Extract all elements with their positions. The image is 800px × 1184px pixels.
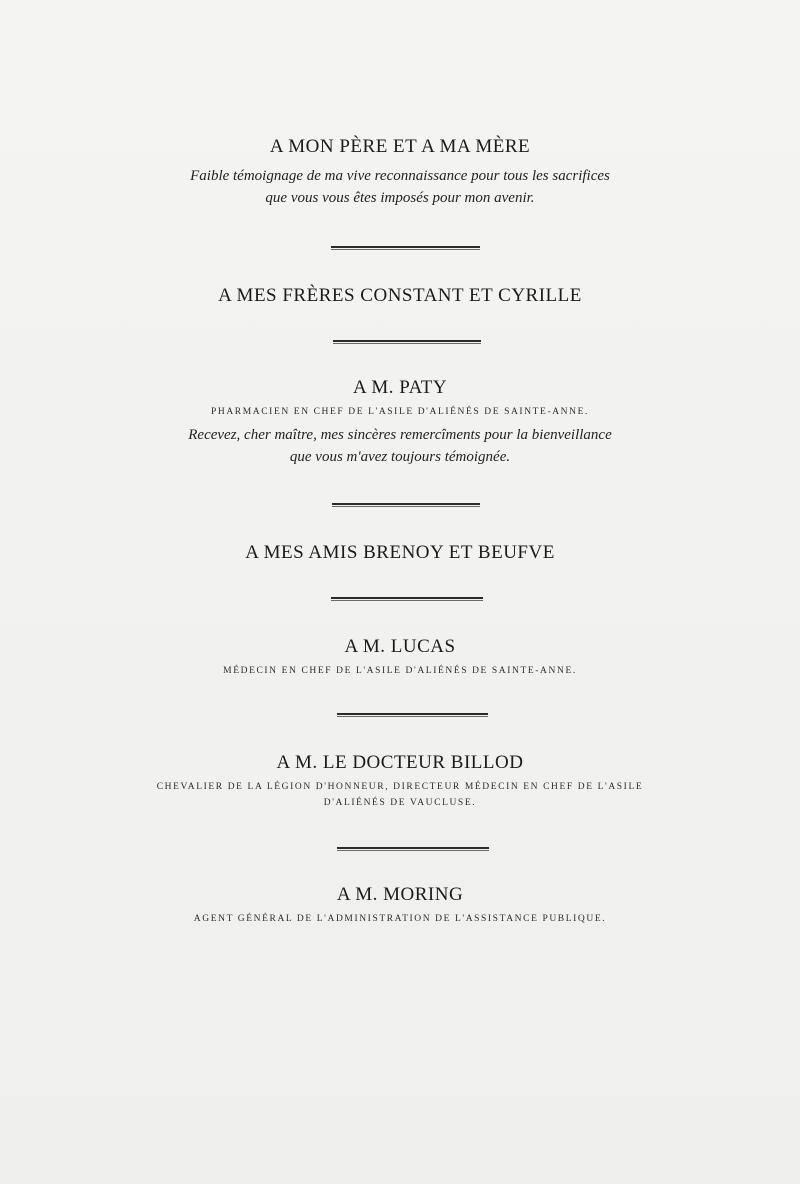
- separator-rule: [331, 246, 480, 248]
- dedication-subtitle: PHARMACIEN EN CHEF DE L'ASILE D'ALIÉNÉS DE SAINTE-ANNE.: [211, 407, 589, 417]
- dedication-text-line: Faible témoignage de ma vive reconnaissance pour tous les sacrifices: [190, 168, 610, 184]
- dedication-subtitle: AGENT GÉNÉRAL DE L'ADMINISTRATION DE L'ASSISTANCE PUBLIQUE.: [193, 914, 607, 924]
- separator-rule: [332, 503, 480, 505]
- dedication-heading: A M. MORING: [336, 884, 464, 905]
- dedication-heading: A M. LE DOCTEUR BILLOD: [276, 752, 524, 773]
- dedication-text-line: que vous m'avez toujours témoignée.: [289, 449, 511, 465]
- dedication-text-line: que vous vous êtes imposés pour mon avenir.: [265, 190, 535, 206]
- dedication-brothers: [0, 284, 800, 308]
- dedication-heading: A M. LUCAS: [344, 636, 456, 657]
- dedication-subtitle-line: D'ALIÉNÉS DE VAUCLUSE.: [323, 798, 477, 808]
- dedication-paty: [0, 376, 800, 468]
- dedication-heading: A M. PATY: [352, 377, 448, 398]
- dedication-text-line: Recevez, cher maître, mes sincères remercîments pour la bienveillance: [188, 427, 612, 443]
- separator-rule: [337, 847, 489, 849]
- dedication-lucas: [0, 635, 800, 679]
- separator-rule: [337, 713, 488, 715]
- dedication-heading: A MES FRÈRES CONSTANT ET CYRILLE: [218, 285, 582, 306]
- dedication-heading: A MES AMIS BRENOY ET BEUFVE: [245, 542, 555, 563]
- dedication-friends: [0, 541, 800, 565]
- dedication-heading: A MON PÈRE ET A MA MÈRE: [269, 136, 531, 157]
- dedication-billod: [0, 751, 800, 811]
- separator-rule: [331, 597, 483, 599]
- dedication-moring: [0, 883, 800, 927]
- separator-rule: [333, 340, 481, 342]
- dedication-subtitle: MÉDECIN EN CHEF DE L'ASILE D'ALIÉNÉS DE SAINTE-ANNE.: [223, 666, 577, 676]
- dedication-subtitle-line: CHEVALIER DE LA LÉGION D'HONNEUR, DIRECTEUR MÉDECIN EN CHEF DE L'ASILE: [156, 782, 644, 792]
- dedication-parents: [0, 135, 800, 209]
